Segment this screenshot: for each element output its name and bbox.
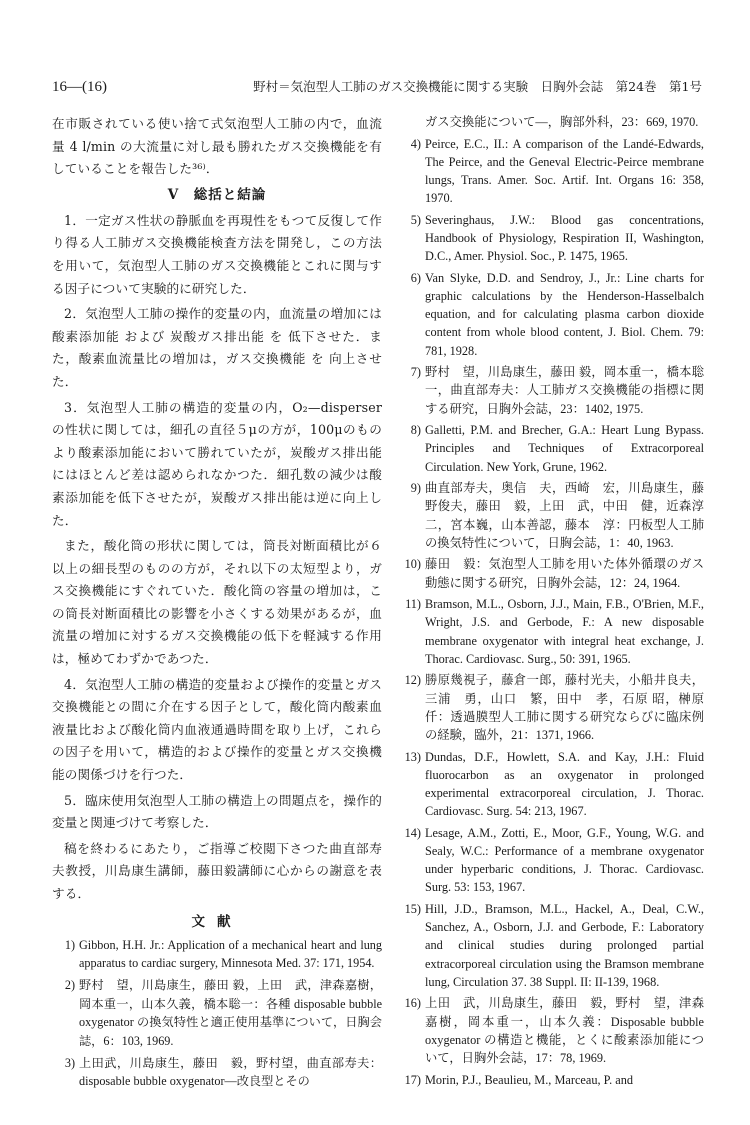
reference-item [52,936,382,973]
reference-item [398,900,704,991]
reference-text: 曲直部寿夫，奥信 夫，西崎 宏，川島康生，藤野俊夫，藤田 毅，上田 武，中田 健，近森淳二，宮本巍，山本善認，藤本 淳：円板型人工肺の換気特性について，日胸会誌，1：40, 1963. [425,481,704,550]
reference-number: 5) [410,212,421,227]
reference-item [52,1054,382,1091]
reference-item [398,555,704,591]
reference-text: Dundas, D.F., Howlett, S.A. and Kay, J.H.: Fluid fluorocarbon as an oxygenator in prolonged experimental extracorporeal circulation, J. Thorac. Cardiovasc. Surg. 54: 213, 1967. [425,749,704,819]
reference-number: 15) [404,902,421,917]
reference-list [398,113,704,1089]
reference-item [398,1071,704,1089]
reference-number: 1) [64,937,75,952]
reference-text: Galletti, P.M. and Brecher, G.A.: Heart Lung Bypass. Principles and Techniques of Extracorporeal Circulation. New York, Grune, 1962. [425,423,704,474]
reference-number: 17) [404,1072,421,1087]
reference-item [398,211,704,266]
right-column [398,113,704,1092]
reference-list [52,936,382,1091]
conclusion-paragraph: また，酸化筒の形状に関しては，筒長対断面積比が６以上の細長型のものの方が，それ以下の太短型より，ガス交換機能にすぐれていた．酸化筒の容量の増加は，この筒長対断面積比の影響を小さくする効果があるが，血流量の増加に対するガス交換機能の低下を軽減する作用は，極めてわずかであつた． [52,538,382,667]
reference-number: 13) [404,749,421,764]
reference-item [398,269,704,360]
running-header [52,76,702,98]
reference-number: 12) [404,673,421,688]
reference-text: 野村 望，川島康生，藤田 毅，岡本重一，橋本聡一，曲直部寿夫：人工肺ガス交換機能の指標に関する研究，日胸外会誌，23：1402, 1975. [425,365,704,416]
conclusion-paragraph: 2．気泡型人工肺の操作的変量の内，血流量の増加には酸素添加能 および 炭酸ガス排出能 を 低下させた．また，酸素血流量比の増加は，ガス交換機能 を 向上させた． [52,306,382,389]
reference-item [398,421,704,476]
reference-number: 3) [64,1056,75,1071]
acknowledgement-paragraph: 稿を終わるにあたり，ご指導ご校閲下さつた曲直部寿夫教授，川島康生講師，藤田毅講師に心からの謝意を表する． [52,840,382,901]
conclusion-paragraph: 3．気泡型人工肺の構造的変量の内，O₂—disperser の性状に関しては，細孔の直径５μの方が，100μのものより酸素添加能において勝れていたが，炭酸ガス排出能にはほとんど差は認められなかつた．細孔数の減少は酸素添加能を低下させたが，炭酸ガス排出能は逆に向上した． [52,399,382,528]
reference-item [398,595,704,668]
reference-item [398,671,704,744]
reference-text: 藤田 毅：気泡型人工肺を用いた体外循環のガス動態に関する研究，日胸外会誌，12：24, 1964. [425,557,704,590]
reference-text: 上田武，川島康生，藤田 毅，野村望，曲直部寿夫：disposable bubble oxygenator—改良型とその [79,1056,382,1089]
reference-text: 上田 武，川島康生，藤田 毅，野村 望，津森嘉樹，岡本重一，山本久義：Disposable bubble oxygenator の構造と機能，とくに酸素添加能について，日胸外会誌，17：78, 1969. [425,996,704,1066]
reference-item [398,363,704,418]
reference-item [398,135,704,208]
reference-number: 11) [405,597,421,612]
reference-number: 14) [404,825,421,840]
reference-text: Lesage, A.M., Zotti, E., Moor, G.F., Young, W.G. and Sealy, W.C.: Performance of a membrane oxygenator under hyperbaric conditions, J. Thorac. Cardiovasc. Surg. 53: 153, 1967. [425,825,704,895]
reference-text: 勝原幾視子，藤倉一郎，藤村光夫，小船井良夫，三浦 勇，山口 繁，田中 孝，石原 昭，榊原 仟：透過膜型人工肺に関する研究ならびに臨床例の経験，臨外，21：1371, 1966. [425,673,704,743]
reference-item [52,976,382,1050]
reference-number: 6) [410,270,421,285]
running-title: 野村＝気泡型人工肺のガス交換機能に関する実験 日胸外会誌 第24巻 第1号 [253,79,702,94]
reference-number: 10) [404,557,421,572]
reference-item [398,994,704,1067]
reference-text: 野村 望，川島康生，藤田 毅，上田 武，津森嘉樹，岡本重一，山本久義，橋本聡一：各種 disposable bubble oxygenator の換気特性と適正使用基準について，日胸会誌，6：103, 1969. [79,978,382,1048]
references-heading: 文献 [191,913,243,930]
reference-text: Peirce, E.C., II.: A comparison of the Landé-Edwards, The Peirce, and the Geneval Electric-Peirce membrane lungs, Trans. Amer. Soc. Artif. Int. Organs 16: 358, 1970. [425,136,704,206]
reference-text: Gibbon, H.H. Jr.: Application of a mechanical heart and lung apparatus to cardiac surgery, Minnesota Med. 37: 171, 1954. [79,937,382,970]
reference-number: 16) [404,996,421,1011]
reference-number: 2) [64,978,75,993]
reference-item [398,748,704,821]
reference-text: Severinghaus, J.W.: Blood gas concentrations, Handbook of Physiology, Respiration II, Washington, D.C., Amer. Physiol. Soc., P. 1475, 1965. [425,212,704,264]
reference-item [398,824,704,897]
conclusion-paragraph: 1．一定ガス性状の静脈血を再現性をもつて反復して作り得る人工肺ガス交換機能検査方法を開発し，この方法を用いて，気泡型人工肺のガス交換機能とこれに関与する因子について実験的に研究した． [52,212,382,296]
section-heading: V 総括と結論 [167,186,267,203]
reference-number: 8) [410,423,421,438]
left-column [52,113,382,1095]
page-number: 16—(16) [52,79,107,95]
intro-paragraph: 在市販されている使い捨て式気泡型人工肺の内で，血流量 4 l/min の大流量に対し最も勝れたガス交換機能を有していることを報告した³⁶⁾． [52,116,382,177]
reference-item [398,479,704,552]
reference-number: 9) [410,481,421,496]
reference-continuation: ガス交換能について—，胸部外科，23：669, 1970. [425,115,699,129]
reference-number: 4) [410,136,421,151]
conclusion-paragraph: 4．気泡型人工肺の構造的変量および操作的変量とガス交換機能との間に介在する因子として，酸化筒内酸素血液量比および酸化筒内血液通過時間を取り上げ，これらの因子を用いて，構造的および操作的変量とガス交換機能の関係づけを行つた． [52,676,382,783]
conclusion-paragraph: 5．臨床使用気泡型人工肺の構造上の問題点を，操作的変量と関連づけて考察した． [52,792,382,831]
reference-number: 7) [410,365,421,380]
reference-text: Van Slyke, D.D. and Sendroy, J., Jr.: Line charts for graphic calculations by the Henderson-Hasselbalch equation, and for calculating plasma carbon dioxide content from whole blood content, J. Biol. Chem. 79: 781, 1928. [425,270,704,358]
reference-text: Hill, J.D., Bramson, M.L., Hackel, A., Deal, C.W., Sanchez, A., Osborn, J.J. and Gerbode, F.: Laboratory and clinical studies during prolonged partial extracorporeal circulation using the Bramson membrane lung, Circulation 37. 38 Suppl. II: II-139, 1968. [425,902,704,989]
reference-text: Bramson, M.L., Osborn, J.J., Main, F.B., O'Brien, M.F., Wright, J.S. and Gerbode, F.: A new disposable membrane oxygenator with integral heat exchange, J. Thorac. Cardiovasc. Surg., 50: 391, 1965. [425,597,704,666]
reference-text: Morin, P.J., Beaulieu, M., Marceau, P. and [425,1072,633,1087]
